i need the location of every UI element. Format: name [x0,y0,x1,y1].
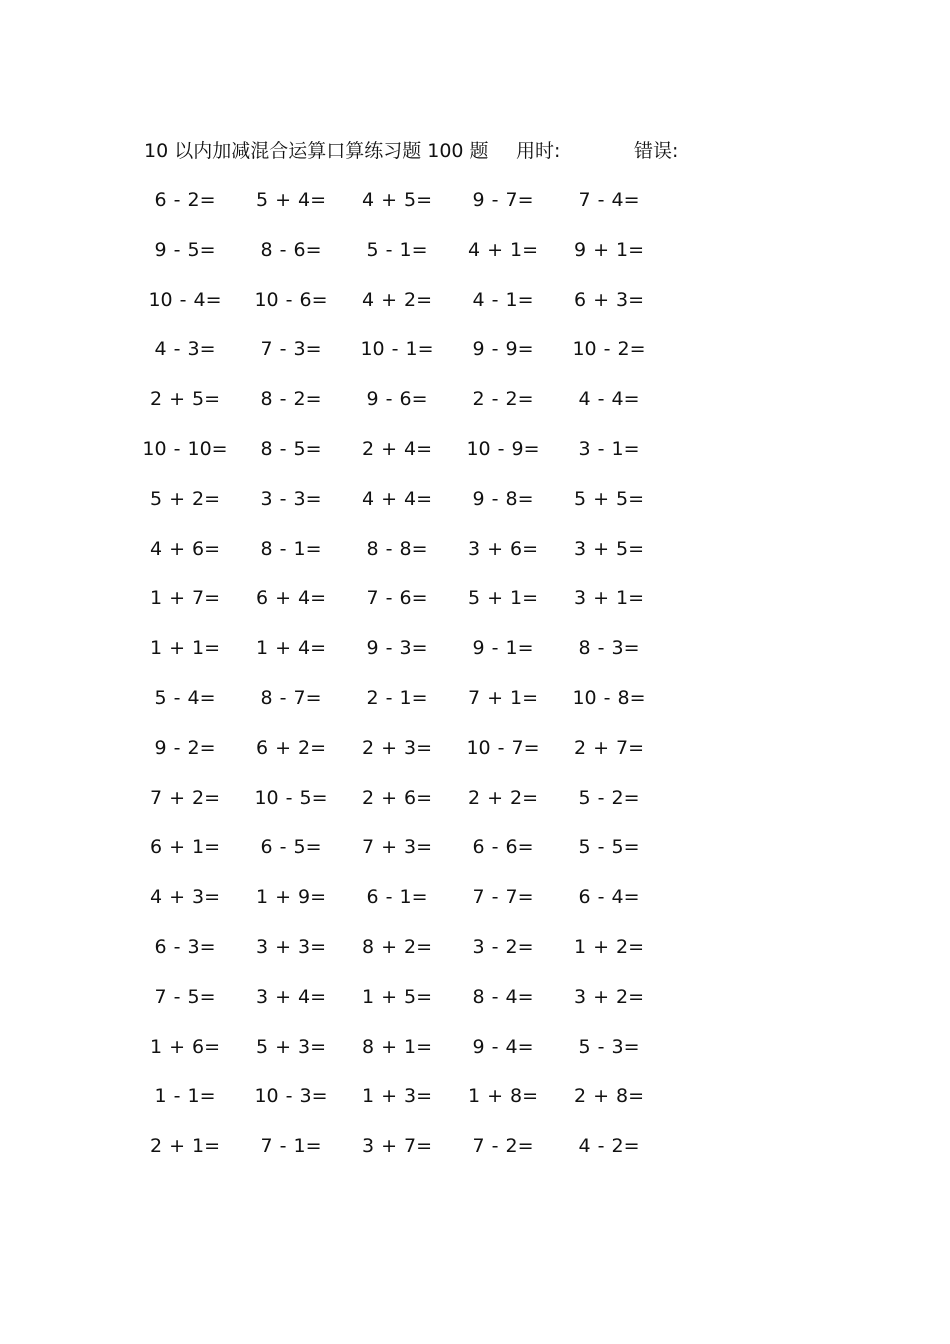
math-problem: 5 - 2= [578,787,640,809]
problem-row [0,484,950,514]
problem-row [0,235,950,265]
math-problem: 3 + 6= [467,538,539,560]
math-problem: 8 - 1= [260,538,322,560]
problem-row [0,285,950,315]
math-problem: 5 + 1= [467,587,539,609]
math-problem: 4 + 6= [149,538,221,560]
problem-row [0,633,950,663]
problem-row [0,982,950,1012]
math-problem: 8 + 1= [361,1036,433,1058]
math-problem: 6 + 4= [255,587,327,609]
math-problem: 4 + 3= [149,886,221,908]
math-problem: 7 - 7= [472,886,534,908]
math-problem: 4 + 5= [361,189,433,211]
math-problem: 5 + 5= [573,488,645,510]
math-problem: 8 - 2= [260,388,322,410]
problem-row [0,932,950,962]
math-problem: 10 - 7= [466,737,540,759]
math-problem: 9 - 7= [472,189,534,211]
math-problem: 5 + 2= [149,488,221,510]
math-problem: 7 - 5= [154,986,216,1008]
math-problem: 2 + 4= [361,438,433,460]
math-problem: 10 - 4= [148,289,222,311]
problem-row [0,832,950,862]
math-problem: 2 + 7= [573,737,645,759]
math-problem: 8 - 7= [260,687,322,709]
math-problem: 9 - 2= [154,737,216,759]
math-problem: 2 + 3= [361,737,433,759]
math-problem: 1 + 2= [573,936,645,958]
math-problem: 8 - 5= [260,438,322,460]
math-problem: 4 - 4= [578,388,640,410]
math-problem: 9 - 1= [472,637,534,659]
math-problem: 1 + 8= [467,1085,539,1107]
math-problem: 1 - 1= [154,1085,216,1107]
problem-row [0,185,950,215]
math-problem: 10 - 8= [572,687,646,709]
math-problem: 9 - 9= [472,338,534,360]
math-problem: 7 - 1= [260,1135,322,1157]
math-problem: 2 + 8= [573,1085,645,1107]
math-problem: 9 - 8= [472,488,534,510]
math-problem: 6 + 2= [255,737,327,759]
math-problem: 1 + 9= [255,886,327,908]
math-problem: 1 + 5= [361,986,433,1008]
math-problem: 4 - 2= [578,1135,640,1157]
math-problem: 7 - 2= [472,1135,534,1157]
math-problem: 9 + 1= [573,239,645,261]
math-problem: 6 - 1= [366,886,428,908]
math-problem: 7 + 1= [467,687,539,709]
math-problem: 1 + 4= [255,637,327,659]
math-problem: 6 - 4= [578,886,640,908]
math-problem: 6 + 3= [573,289,645,311]
math-problem: 10 - 10= [142,438,228,460]
worksheet-title: 10 以内加减混合运算口算练习题 100 题 [144,140,489,162]
math-problem: 9 - 4= [472,1036,534,1058]
math-problem: 4 + 4= [361,488,433,510]
problem-row [0,1032,950,1062]
math-problem: 7 - 6= [366,587,428,609]
math-problem: 6 - 3= [154,936,216,958]
math-problem: 4 + 1= [467,239,539,261]
math-problem: 1 + 3= [361,1085,433,1107]
math-problem: 8 - 6= [260,239,322,261]
math-problem: 5 - 3= [578,1036,640,1058]
math-problem: 9 - 6= [366,388,428,410]
math-problem: 3 + 4= [255,986,327,1008]
math-problem: 10 - 6= [254,289,328,311]
problem-row [0,534,950,564]
math-problem: 2 + 1= [149,1135,221,1157]
math-problem: 5 - 5= [578,836,640,858]
math-problem: 2 - 1= [366,687,428,709]
math-problem: 9 - 5= [154,239,216,261]
math-problem: 6 - 5= [260,836,322,858]
math-problem: 3 - 3= [260,488,322,510]
math-problem: 2 + 2= [467,787,539,809]
math-problem: 3 - 1= [578,438,640,460]
math-problem: 8 + 2= [361,936,433,958]
math-problem: 5 - 1= [366,239,428,261]
math-problem: 6 - 6= [472,836,534,858]
math-problem: 3 - 2= [472,936,534,958]
math-problem: 4 - 3= [154,338,216,360]
math-problem: 8 - 8= [366,538,428,560]
math-problem: 10 - 3= [254,1085,328,1107]
math-problem: 1 + 6= [149,1036,221,1058]
math-problem: 6 - 2= [154,189,216,211]
problem-row [0,384,950,414]
math-problem: 10 - 9= [466,438,540,460]
problem-row [0,434,950,464]
math-problem: 1 + 7= [149,587,221,609]
math-problem: 5 + 4= [255,189,327,211]
time-label: 用时: [516,140,561,162]
math-problem: 10 - 5= [254,787,328,809]
math-problem: 2 - 2= [472,388,534,410]
math-problem: 10 - 1= [360,338,434,360]
problem-row [0,683,950,713]
problem-row [0,1131,950,1161]
math-problem: 3 + 5= [573,538,645,560]
problem-row [0,583,950,613]
problem-row [0,733,950,763]
math-problem: 8 - 3= [578,637,640,659]
math-problem: 3 + 2= [573,986,645,1008]
math-problem: 1 + 1= [149,637,221,659]
problem-row [0,783,950,813]
math-problem: 7 - 4= [578,189,640,211]
problem-row [0,334,950,364]
math-problem: 2 + 6= [361,787,433,809]
math-problem: 4 - 1= [472,289,534,311]
math-problem: 10 - 2= [572,338,646,360]
math-problem: 3 + 1= [573,587,645,609]
math-problem: 5 - 4= [154,687,216,709]
math-problem: 7 + 2= [149,787,221,809]
math-problem: 3 + 3= [255,936,327,958]
math-problem: 2 + 5= [149,388,221,410]
errors-label: 错误: [634,140,679,162]
math-problem: 5 + 3= [255,1036,327,1058]
problem-row [0,882,950,912]
math-problem: 9 - 3= [366,637,428,659]
math-problem: 4 + 2= [361,289,433,311]
math-problem: 3 + 7= [361,1135,433,1157]
math-problem: 7 - 3= [260,338,322,360]
problem-row [0,1081,950,1111]
math-problem: 8 - 4= [472,986,534,1008]
math-problem: 6 + 1= [149,836,221,858]
math-problem: 7 + 3= [361,836,433,858]
